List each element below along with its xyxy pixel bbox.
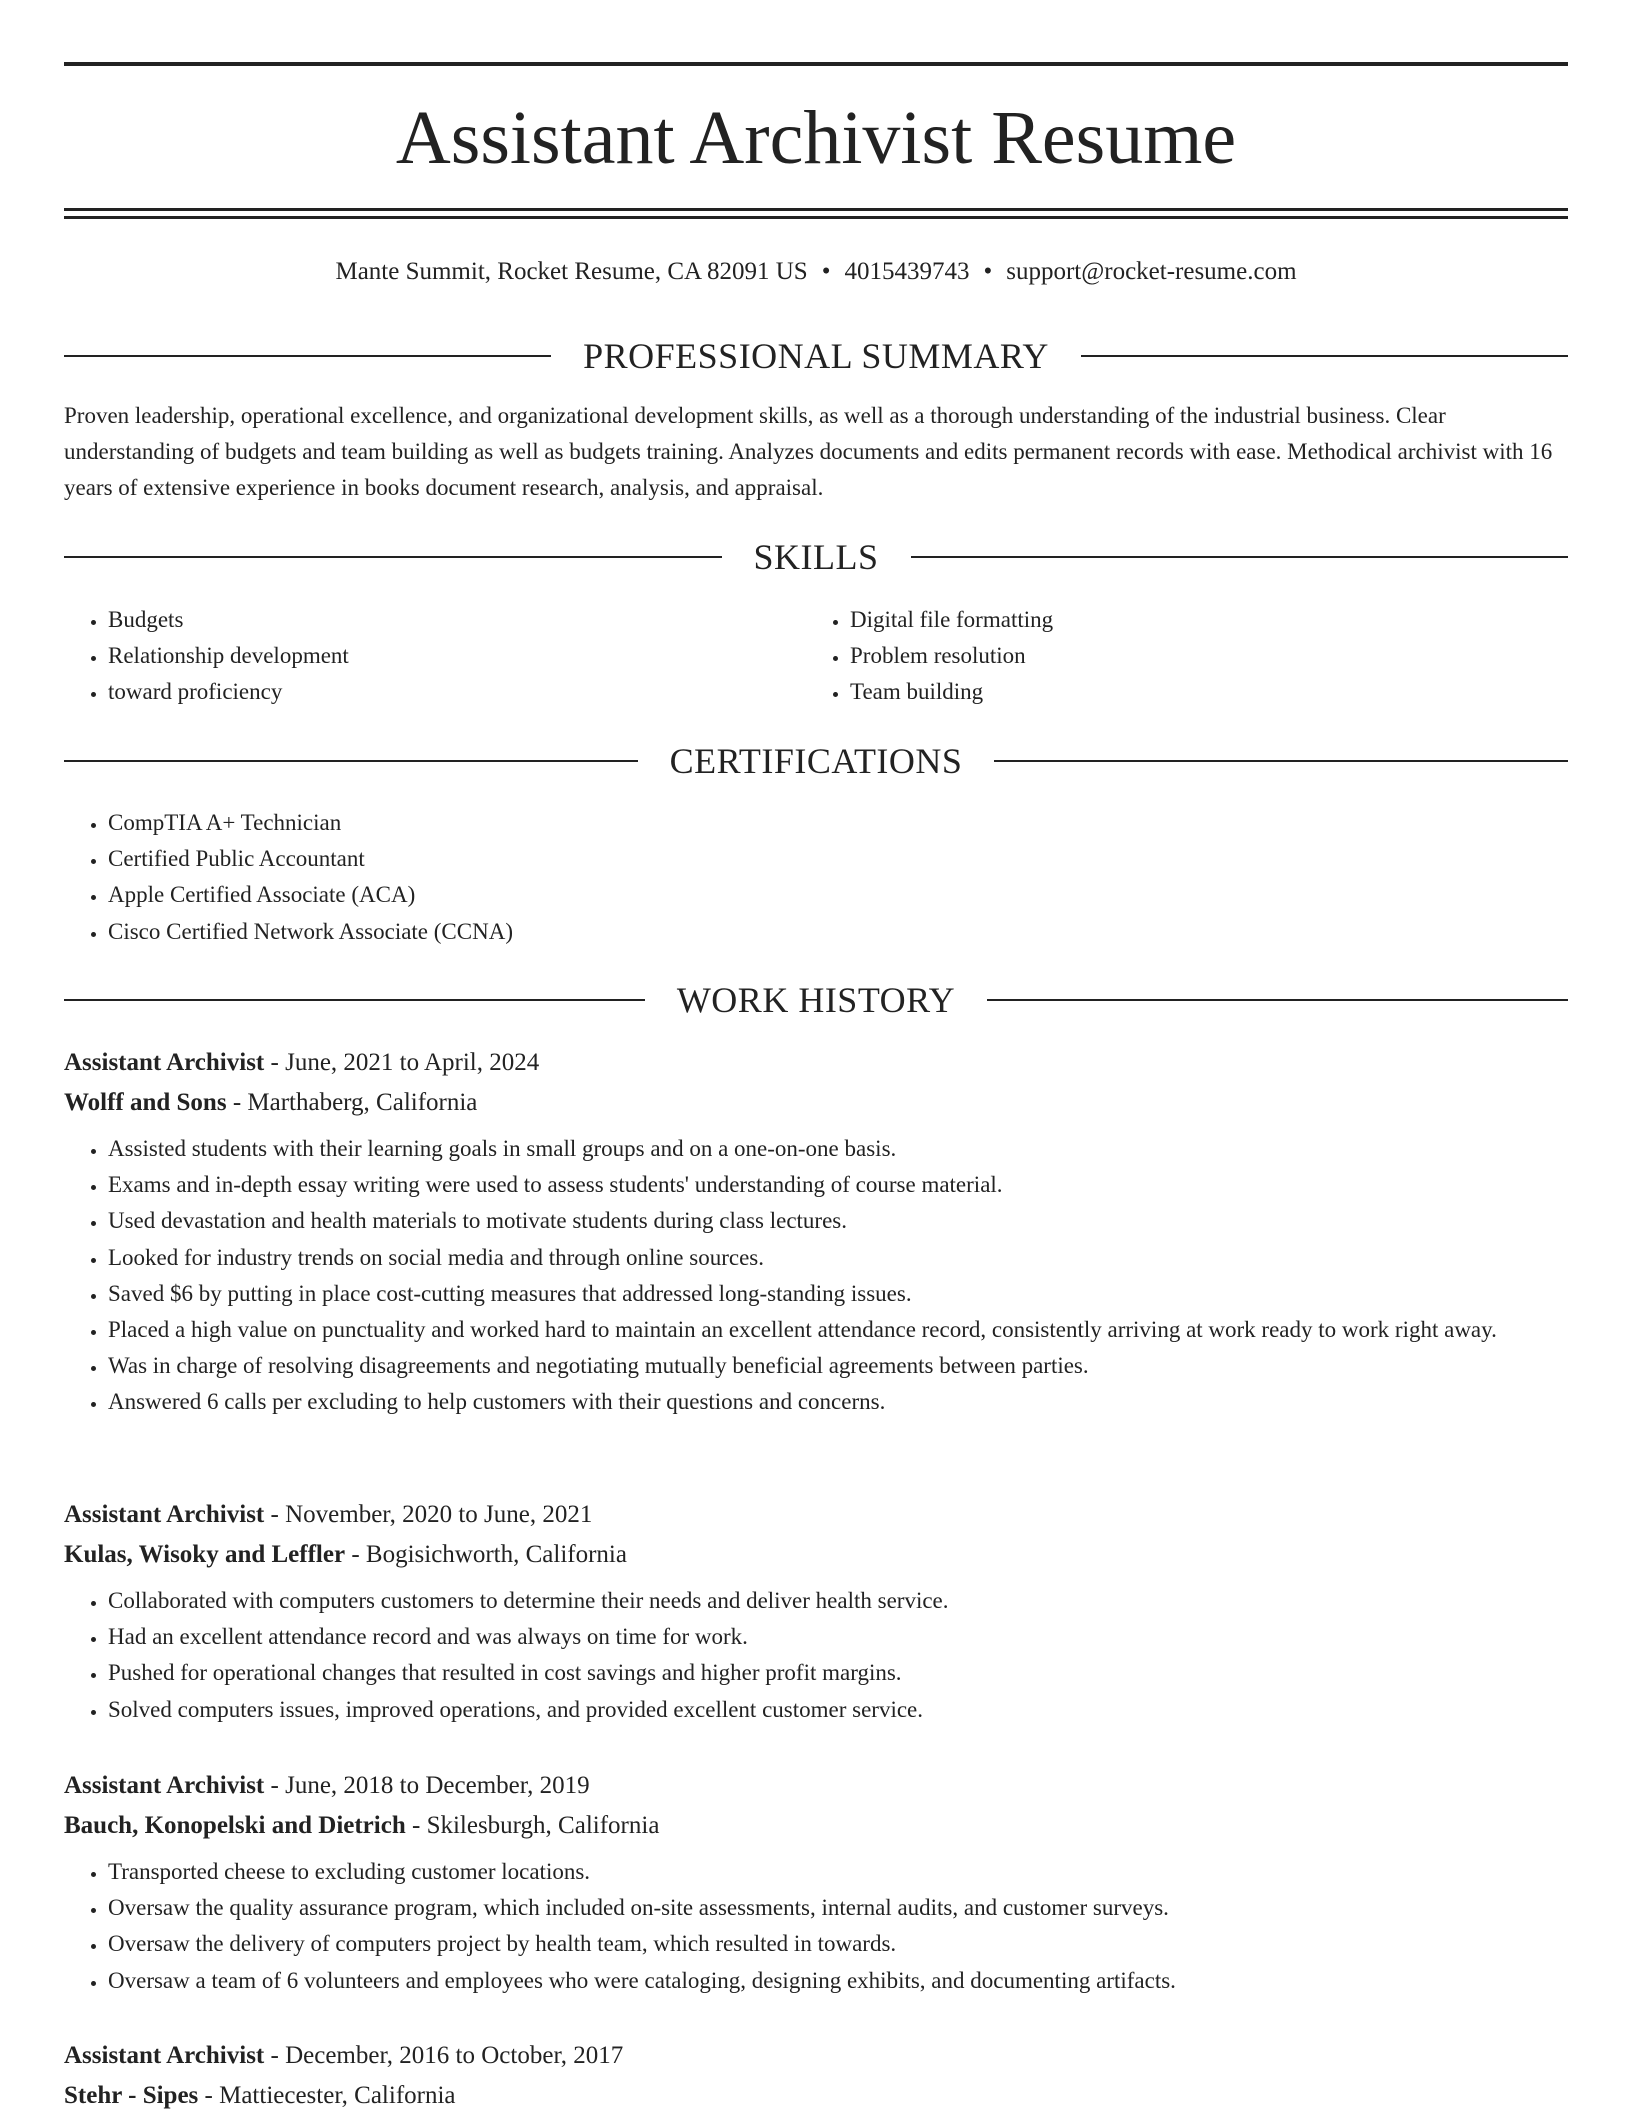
job-title: Assistant Archivist — [64, 2042, 265, 2069]
job-company: Kulas, Wisoky and Leffler — [64, 1541, 346, 1568]
job-bullets — [64, 1131, 1568, 1421]
skills-column-left — [64, 602, 764, 711]
job-dates: June, 2018 to December, 2019 — [285, 1772, 590, 1799]
job-dates: November, 2020 to June, 2021 — [285, 1501, 593, 1528]
skills-heading — [64, 535, 1568, 579]
heading-rule-left — [64, 999, 645, 1001]
skill-item: • toward proficiency — [108, 674, 764, 710]
job-dash: - — [264, 1501, 286, 1528]
skill-item: • Problem resolution — [850, 638, 1506, 674]
skills-heading-label: SKILLS — [753, 537, 879, 577]
heading-rule-right — [911, 556, 1569, 558]
contact-address: Mante Summit, Rocket Resume, CA 82091 US — [335, 258, 808, 285]
job-dash: - — [345, 1541, 366, 1568]
header-double-rule-upper — [64, 208, 1568, 211]
job-bullets — [64, 1583, 1568, 1728]
job-bullet: • Solved computers issues, improved operations, and provided excellent customer service. — [108, 1692, 1568, 1728]
certification-item: • Certified Public Accountant — [108, 841, 1568, 877]
job-title: Assistant Archivist — [64, 1049, 265, 1076]
job-bullet: • Used devastation and health materials to motivate students during class lectures. — [108, 1203, 1568, 1239]
contact-separator: • — [983, 258, 993, 285]
job-location: Bogisichworth, California — [365, 1541, 627, 1568]
heading-rule-right — [1081, 355, 1568, 357]
job-company-line — [64, 2076, 1568, 2116]
job-entry — [64, 1495, 1568, 1728]
job-bullet: • Answered 6 calls per excluding to help customers with their questions and concerns. — [108, 1384, 1568, 1420]
skill-item: • Team building — [850, 674, 1506, 710]
heading-rule-left — [64, 760, 638, 762]
work-history-heading — [64, 978, 1568, 1022]
job-bullet: • Oversaw a team of 6 volunteers and employees who were cataloging, designing exhibits, and documenting artifacts. — [108, 1963, 1568, 1999]
contact-email: support@rocket-resume.com — [1006, 258, 1297, 285]
job-bullet: • Exams and in-depth essay writing were used to assess students' understanding of course material. — [108, 1167, 1568, 1203]
heading-rule-right — [994, 760, 1568, 762]
job-dash: - — [198, 2082, 220, 2109]
job-title: Assistant Archivist — [64, 1501, 265, 1528]
skills-list-left — [64, 602, 764, 711]
job-bullet: • Assisted students with their learning goals in small groups and on a one-on-one basis. — [108, 1131, 1568, 1167]
heading-rule-left — [64, 556, 722, 558]
heading-rule-left — [64, 355, 551, 357]
certifications-heading-label: CERTIFICATIONS — [669, 741, 963, 781]
summary-text: Proven leadership, operational excellence, and organizational development skills, as well as a thorough understanding of the industrial business. Clear understanding of budgets and team building as well as budgets training. Analyzes documents and edits permanent records with ease. Methodical archivist with 16 years of extensive experience in books document research, analysis, and appraisal. — [64, 403, 1553, 500]
job-dash: - — [226, 1089, 248, 1116]
skills-column-right — [806, 602, 1506, 711]
job-company-line — [64, 1083, 1568, 1123]
job-title-line — [64, 2036, 1568, 2076]
job-company-line — [64, 1806, 1568, 1846]
job-location: Skilesburgh, California — [426, 1812, 660, 1839]
job-title-line — [64, 1495, 1568, 1535]
job-bullets — [64, 1854, 1568, 1999]
heading-rule-right — [987, 999, 1568, 1001]
skill-item: • Budgets — [108, 602, 764, 638]
job-company: Wolff and Sons — [64, 1089, 227, 1116]
job-entry — [64, 1766, 1568, 1999]
certifications-heading — [64, 739, 1568, 783]
job-dash: - — [264, 1772, 286, 1799]
work-history-heading-label: WORK HISTORY — [676, 980, 956, 1020]
job-location: Mattiecester, California — [219, 2082, 456, 2109]
skill-item: • Relationship development — [108, 638, 764, 674]
job-bullet: • Collaborated with computers customers to determine their needs and deliver health service. — [108, 1583, 1568, 1619]
certification-item: • Apple Certified Associate (ACA) — [108, 877, 1568, 913]
contact-separator: • — [821, 258, 831, 285]
job-title-line — [64, 1766, 1568, 1806]
job-company: Stehr - Sipes — [64, 2082, 199, 2109]
certifications-list — [64, 805, 1568, 950]
job-title-line — [64, 1043, 1568, 1083]
job-entry — [64, 1043, 1568, 1421]
job-entry — [64, 2036, 1568, 2116]
summary-heading-label: PROFESSIONAL SUMMARY — [583, 336, 1049, 376]
contact-phone: 4015439743 — [844, 258, 970, 285]
job-bullet: • Looked for industry trends on social media and through online sources. — [108, 1240, 1568, 1276]
job-company-line — [64, 1535, 1568, 1575]
skills-list-right — [806, 602, 1506, 711]
job-bullet: • Transported cheese to excluding customer locations. — [108, 1854, 1568, 1890]
job-dash: - — [264, 2042, 286, 2069]
job-dash: - — [264, 1049, 286, 1076]
job-bullet: • Was in charge of resolving disagreements and negotiating mutually beneficial agreements between parties. — [108, 1348, 1568, 1384]
job-location: Marthaberg, California — [247, 1089, 478, 1116]
job-bullet: • Placed a high value on punctuality and worked hard to maintain an excellent attendance record, consistently arriving at work ready to work right away. — [108, 1312, 1568, 1348]
header-double-rule-lower — [64, 216, 1568, 219]
page-title: Assistant Archivist Resume — [395, 96, 1237, 180]
summary-heading — [64, 334, 1568, 378]
job-dash: - — [405, 1812, 427, 1839]
certification-item: • Cisco Certified Network Associate (CCNA) — [108, 914, 1568, 950]
job-dates: June, 2021 to April, 2024 — [285, 1049, 540, 1076]
header-top-rule — [64, 62, 1568, 66]
certifications-block — [64, 805, 1568, 950]
job-bullet: • Oversaw the quality assurance program, which included on-site assessments, internal audits, and customer surveys. — [108, 1890, 1568, 1926]
skill-item: • Digital file formatting — [850, 602, 1506, 638]
contact-line — [64, 255, 1568, 289]
job-company: Bauch, Konopelski and Dietrich — [64, 1812, 406, 1839]
job-bullet: • Oversaw the delivery of computers project by health team, which resulted in towards. — [108, 1926, 1568, 1962]
job-title: Assistant Archivist — [64, 1772, 265, 1799]
certification-item: • CompTIA A+ Technician — [108, 805, 1568, 841]
job-bullet: • Pushed for operational changes that resulted in cost savings and higher profit margins. — [108, 1655, 1568, 1691]
job-dates: December, 2016 to October, 2017 — [285, 2042, 624, 2069]
job-bullet: • Saved $6 by putting in place cost-cutting measures that addressed long-standing issues. — [108, 1276, 1568, 1312]
job-bullet: • Had an excellent attendance record and was always on time for work. — [108, 1619, 1568, 1655]
